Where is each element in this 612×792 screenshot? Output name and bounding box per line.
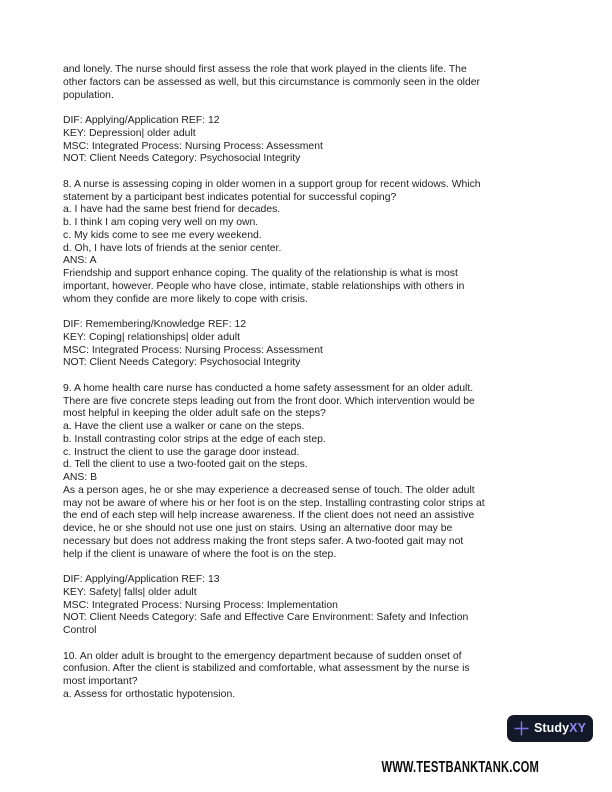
text-line: and lonely. The nurse should first assess the role that work played in the clients life. The [63, 64, 467, 75]
question-8 [63, 179, 555, 307]
text-line: KEY: Depression| older adult [63, 127, 196, 139]
question-10 [63, 651, 555, 702]
brand-primary-text: Study [533, 721, 570, 736]
brand-accent-text: XY [569, 721, 587, 736]
text-line: c. Instruct the client to use the garage door instead. [63, 446, 300, 458]
studyxy-logo-badge [507, 715, 593, 742]
text-line: population. [63, 89, 114, 101]
text-line: KEY: Coping| relationships| older adult [63, 331, 240, 343]
footer-website-url: WWW.TESTBANKTANK.COM [381, 759, 539, 776]
text-line: most helpful in keeping the older adult safe on the steps? [63, 408, 326, 420]
text-line: may not be aware of where his or her foot is on the step. Installing contrasting color strips at [63, 497, 485, 509]
text-line: device, he or she should not use one just on stairs. Using an alternative door may be [63, 523, 453, 534]
text-line: 10. An older adult is brought to the emergency department because of sudden onset of [63, 650, 462, 662]
text-line: DIF: Remembering/Knowledge REF: 12 [63, 319, 247, 330]
meta-block-q9 [63, 574, 555, 638]
text-line: c. My kids come to see me every weekend. [63, 229, 262, 241]
text-line: a. I have had the same best friend for decades. [63, 204, 281, 216]
text-line: KEY: Safety| falls| older adult [63, 586, 197, 598]
question-9 [63, 383, 555, 562]
text-line: NOT: Client Needs Category: Psychosocial Integrity [63, 357, 301, 369]
document-text-content [63, 64, 555, 702]
text-line: 8. A nurse is assessing coping in older women in a support group for recent widows. Which [63, 178, 481, 190]
text-line: a. Assess for orthostatic hypotension. [63, 688, 236, 700]
text-line: MSC: Integrated Process: Nursing Process: Implementation [63, 599, 338, 611]
text-line: whom they confide are more likely to cope with crisis. [63, 293, 308, 305]
meta-block-q7 [63, 115, 555, 166]
text-line: NOT: Client Needs Category: Psychosocial Integrity [63, 153, 301, 165]
text-line: NOT: Client Needs Category: Safe and Effective Care Environment: Safety and Infection [63, 612, 469, 624]
text-line: Friendship and support enhance coping. The quality of the relationship is what is most [63, 268, 458, 279]
text-line: most important? [63, 676, 138, 687]
text-line: b. I think I am coping very well on my own. [63, 217, 259, 228]
rationale-continuation-paragraph [63, 64, 555, 102]
text-line: help if the client is unaware of where the foot is on the step. [63, 548, 337, 560]
plus-icon [514, 721, 529, 736]
studyxy-wordmark [534, 722, 586, 735]
text-line: statement by a participant best indicates potential for successful coping? [63, 191, 397, 203]
text-line: As a person ages, he or she may experience a decreased sense of touch. The older adult [63, 484, 475, 496]
text-line: d. Oh, I have lots of friends at the senior center. [63, 242, 282, 254]
text-line: ANS: B [63, 472, 98, 483]
text-line: a. Have the client use a walker or cane on the steps. [63, 421, 305, 432]
text-line: b. Install contrasting color strips at the edge of each step. [63, 433, 326, 445]
text-line: MSC: Integrated Process: Nursing Process: Assessment [63, 140, 323, 152]
text-line: MSC: Integrated Process: Nursing Process: Assessment [63, 344, 323, 356]
text-line: important, however. People who have close, intimate, stable relationships with others in [63, 280, 465, 292]
text-line: There are five concrete steps leading out from the front door. Which intervention would be [63, 395, 475, 407]
text-line: DIF: Applying/Application REF: 12 [63, 115, 220, 126]
text-line: confusion. After the client is stabilized and comfortable, what assessment by the nurse is [63, 663, 470, 675]
text-line: the end of each step will help increase awareness. If the client does not need an assistive [63, 510, 475, 522]
text-line: ANS: A [63, 255, 97, 267]
text-line: necessary but does not address making the front steps safer. A two-footed gait may not [63, 535, 464, 547]
text-line: other factors can be assessed as well, but this circumstance is commonly seen in the older [63, 76, 480, 88]
text-line: Control [63, 625, 97, 636]
text-line: d. Tell the client to use a two-footed gait on the steps. [63, 459, 308, 471]
text-line: DIF: Applying/Application REF: 13 [63, 574, 220, 585]
text-line: 9. A home health care nurse has conducted a home safety assessment for an older adult. [63, 382, 474, 394]
meta-block-q8 [63, 319, 555, 370]
